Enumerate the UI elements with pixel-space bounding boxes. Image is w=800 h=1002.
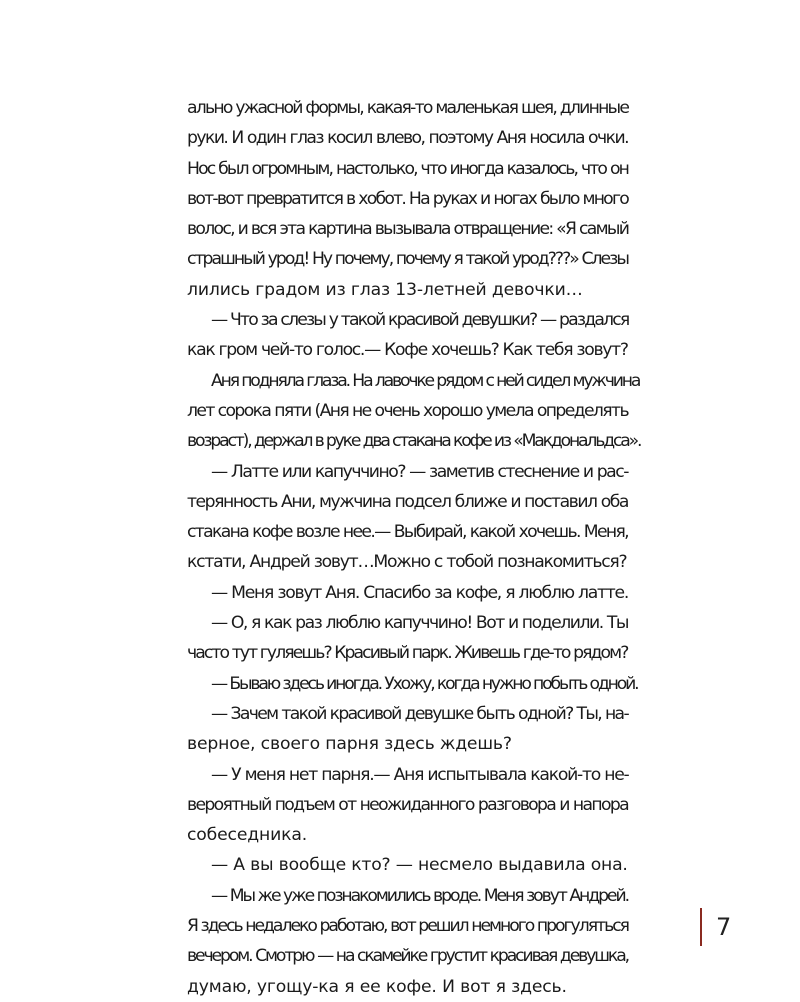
text-line: ально ужасной формы, какая-то маленькая шея, длинные — [187, 98, 629, 118]
text-line: Аня подняла глаза. На лавочке рядом с ней сидел мужчина — [211, 370, 640, 391]
text-line: часто тут гуляешь? Красивый парк. Живешь где-то рядом? — [187, 643, 628, 664]
text-line: терянность Ани, мужчина подсел ближе и поставил оба — [187, 491, 628, 512]
text-line: собеседника. — [187, 825, 308, 846]
text-line: стакана кофе возле нее.— Выбирай, какой хочешь. Меня, — [187, 522, 628, 543]
text-line: верное, своего парня здесь ждешь? — [187, 734, 512, 755]
text-line: — Что за слезы у такой красивой девушки? — раздался — [211, 310, 629, 331]
text-line: вечером. Смотрю — на скамейке грустит красивая девушка, — [187, 946, 628, 967]
text-line: руки. И один глаз косил влево, поэтому Аня носила очки. — [187, 128, 628, 149]
text-line: — Мы же уже познакомились вроде. Меня зовут Андрей. — [211, 885, 628, 906]
page-number: 7 — [716, 913, 732, 941]
text-line: — Латте или капуччино? — заметив стеснение и рас- — [211, 461, 628, 482]
text-line: лились градом из глаз 13-летней девочки… — [187, 279, 583, 300]
text-line: вот-вот превратится в хобот. На руках и ногах было много — [187, 188, 628, 209]
text-line: — О, я как раз люблю капуччино! Вот и поделили. Ты — [211, 613, 628, 634]
text-line: волос, и вся эта картина вызывала отвращение: «Я самый — [187, 219, 629, 240]
body-text — [187, 93, 641, 1002]
text-line: — Бываю здесь иногда. Ухожу, когда нужно побыть одной. — [211, 673, 638, 694]
text-line: — Зачем такой красивой девушке быть одной? Ты, на- — [211, 703, 628, 724]
text-line: Нос был огромным, настолько, что иногда казалось, что он — [187, 158, 628, 179]
text-line: вероятный подъем от неожиданного разговора и напора — [187, 794, 628, 815]
page-number-rule — [700, 908, 702, 946]
text-line: как гром чей-то голос.— Кофе хочешь? Как тебя зовут? — [187, 340, 628, 361]
text-line: кстати, Андрей зовут…Можно с тобой познакомиться? — [187, 552, 627, 573]
text-line: возраст), держал в руке два стакана кофе из «Макдональдса». — [187, 431, 641, 452]
text-line: Я здесь недалеко работаю, вот решил немного прогуляться — [187, 916, 628, 937]
text-line: — А вы вообще кто? — несмело выдавила она. — [211, 855, 628, 876]
text-line: — У меня нет парня.— Аня испытывала какой-то не- — [211, 764, 629, 785]
text-line: думаю, угощу-ка я ее кофе. И вот я здесь. — [187, 976, 567, 997]
text-line: лет сорока пяти (Аня не очень хорошо умела определять — [187, 400, 628, 421]
text-line: — Меня зовут Аня. Спасибо за кофе, я люблю латте. — [211, 582, 629, 603]
text-line: страшный урод! Ну почему, почему я такой урод???» Слезы — [187, 249, 628, 270]
